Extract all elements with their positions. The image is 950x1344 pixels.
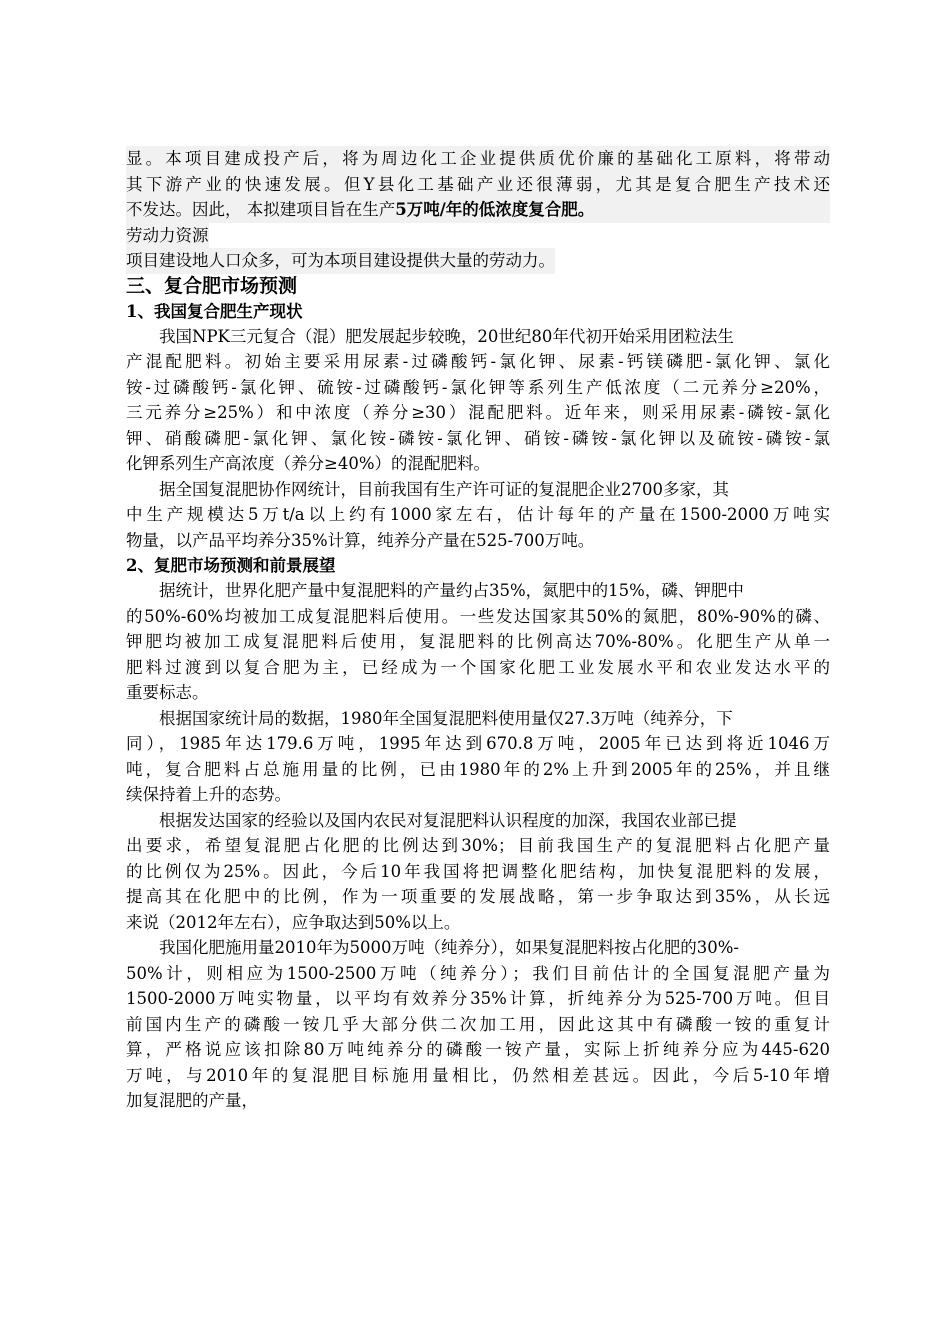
sub2-p3-line: 来说（2012年左右），应争取达到50%以上。 [126, 912, 461, 932]
sub2-p4-line: 我国化肥施用量2010年为5000万吨（纯养分），如果复混肥料按占化肥的30%- [159, 938, 739, 957]
intro-line-3-bold: 5万吨/年的低浓度复合肥。 [395, 200, 595, 219]
sub2-p3-line: 提高其在化肥中的比例，作为一项重要的发展战略，第一步争取达到35%，从长远 [126, 887, 830, 906]
sub2-paragraph-2 [126, 706, 830, 808]
sub2-p3-line: 的比例仅为25%。因此，今后10年我国将把调整化肥结构，加快复混肥料的发展， [126, 861, 830, 881]
sub2-p4-line: 1500-2000万吨实物量，以平均有效养分35%计算，折纯养分为525-700万吨。但目 [126, 989, 830, 1008]
sub2-p1-line: 钾肥均被加工成复混肥料后使用，复混肥料的比例高达70%-80%。化肥生产从单一 [126, 632, 830, 651]
sub1-p1-line: 三元养分≥25%）和中浓度（养分≥30）混配肥料。近年来，则采用尿素-磷铵-氯化 [126, 403, 830, 422]
sub2-paragraph-1 [126, 578, 830, 706]
subsection-2-title: 2、复肥市场预测和前景展望 [126, 556, 336, 575]
sub2-p4-line: 前国内生产的磷酸一铵几乎大部分供二次加工用，因此这其中有磷酸一铵的重复计 [126, 1014, 830, 1034]
intro-line-1: 显。本项目建成投产后，将为周边化工企业提供质优价廉的基础化工原料，将带动 [126, 149, 830, 168]
sub2-p1-line: 肥料过渡到以复合肥为主，已经成为一个国家化肥工业发展水平和农业发达水平的 [126, 657, 830, 677]
sub1-p1-line: 产混配肥料。初始主要采用尿素-过磷酸钙-氯化钾、尿素-钙镁磷肥-氯化钾、氯化 [126, 352, 830, 371]
sub2-p3-line: 根据发达国家的经验以及国内农民对复混肥料认识程度的加深，我国农业部已提 [159, 810, 737, 830]
sub1-p1-line: 铵-过磷酸钙-氯化钾、硫铵-过磷酸钙-氯化钾等系列生产低浓度（二元养分≥20%， [126, 377, 830, 397]
sub2-p1-line: 据统计，世界化肥产量中复混肥料的产量约占35%，氮肥中的15%，磷、钾肥中 [159, 581, 744, 600]
sub2-p2-line: 续保持着上升的态势。 [126, 785, 291, 804]
sub2-p2-line: 同），1985年达179.6万吨，1995年达到670.8万吨，2005年已达到将近1046万 [126, 734, 830, 753]
intro-line-2: 其下游产业的快速发展。但Y县化工基础产业还很薄弱，尤其是复合肥生产技术还 [126, 174, 830, 194]
subsection-1-title: 1、我国复合肥生产现状 [126, 301, 303, 321]
sub1-p1-line: 钾、硝酸磷肥-氯化钾、氯化铵-磷铵-氯化钾、硝铵-磷铵-氯化钾以及硫铵-磷铵-氯 [126, 428, 830, 448]
sub2-paragraph-3 [126, 808, 830, 936]
sub2-p1-line: 重要标志。 [126, 683, 209, 702]
intro-line-3-prefix: 不发达。因此， 本拟建项目旨在生产 [126, 200, 396, 219]
sub1-p2-line: 物量，以产品平均养分35%计算，纯养分产量在525-700万吨。 [126, 530, 595, 550]
sub2-p4-line: 算，严格说应该扣除80万吨纯养分的磷酸一铵产量，实际上折纯养分应为445-620 [126, 1040, 830, 1059]
document-page [126, 146, 830, 1114]
sub2-p2-line: 吨，复合肥料占总施用量的比例，已由1980年的2%上升到2005年的25%，并且继 [126, 759, 830, 779]
sub1-paragraph-1 [126, 324, 830, 477]
sub2-p4-line: 50%计，则相应为1500-2500万吨（纯养分）；我们目前估计的全国复混肥产量为 [126, 963, 830, 983]
sub1-p2-line: 中生产规模达5万t/a以上约有1000家左右，估计每年的产量在1500-2000万吨实 [126, 505, 830, 524]
section-3-title: 三、复合肥市场预测 [126, 274, 298, 297]
sub2-paragraph-4 [126, 935, 830, 1114]
sub2-p1-line: 的50%-60%均被加工成复混肥料后使用。一些发达国家其50%的氮肥，80%-90%的磷、 [126, 606, 830, 626]
sub2-p4-line: 加复混肥的产量， [126, 1091, 258, 1110]
sub2-p4-line: 万吨，与2010年的复混肥目标施用量相比，仍然相差甚远。因此，今后5-10年增 [126, 1065, 830, 1085]
labor-heading: 劳动力资源 [126, 223, 209, 249]
sub1-p2-line: 据全国复混肥协作网统计，目前我国有生产许可证的复混肥企业2700多家，其 [159, 479, 729, 499]
sub1-p1-line: 我国NPK三元复合（混）肥发展起步较晚，20世纪80年代初开始采用团粒法生 [159, 326, 734, 346]
sub2-p3-line: 出要求，希望复混肥占化肥的比例达到30%；目前我国生产的复混肥料占化肥产量 [126, 836, 830, 855]
sub2-p2-line: 根据国家统计局的数据，1980年全国复混肥料使用量仅27.3万吨（纯养分，下 [159, 708, 733, 728]
intro-paragraph [126, 146, 830, 223]
labor-text: 项目建设地人口众多，可为本项目建设提供大量的劳动力。 [126, 248, 555, 274]
sub1-p1-line: 化钾系列生产高浓度（养分≥40%）的混配肥料。 [126, 454, 490, 473]
sub1-paragraph-2 [126, 477, 830, 554]
